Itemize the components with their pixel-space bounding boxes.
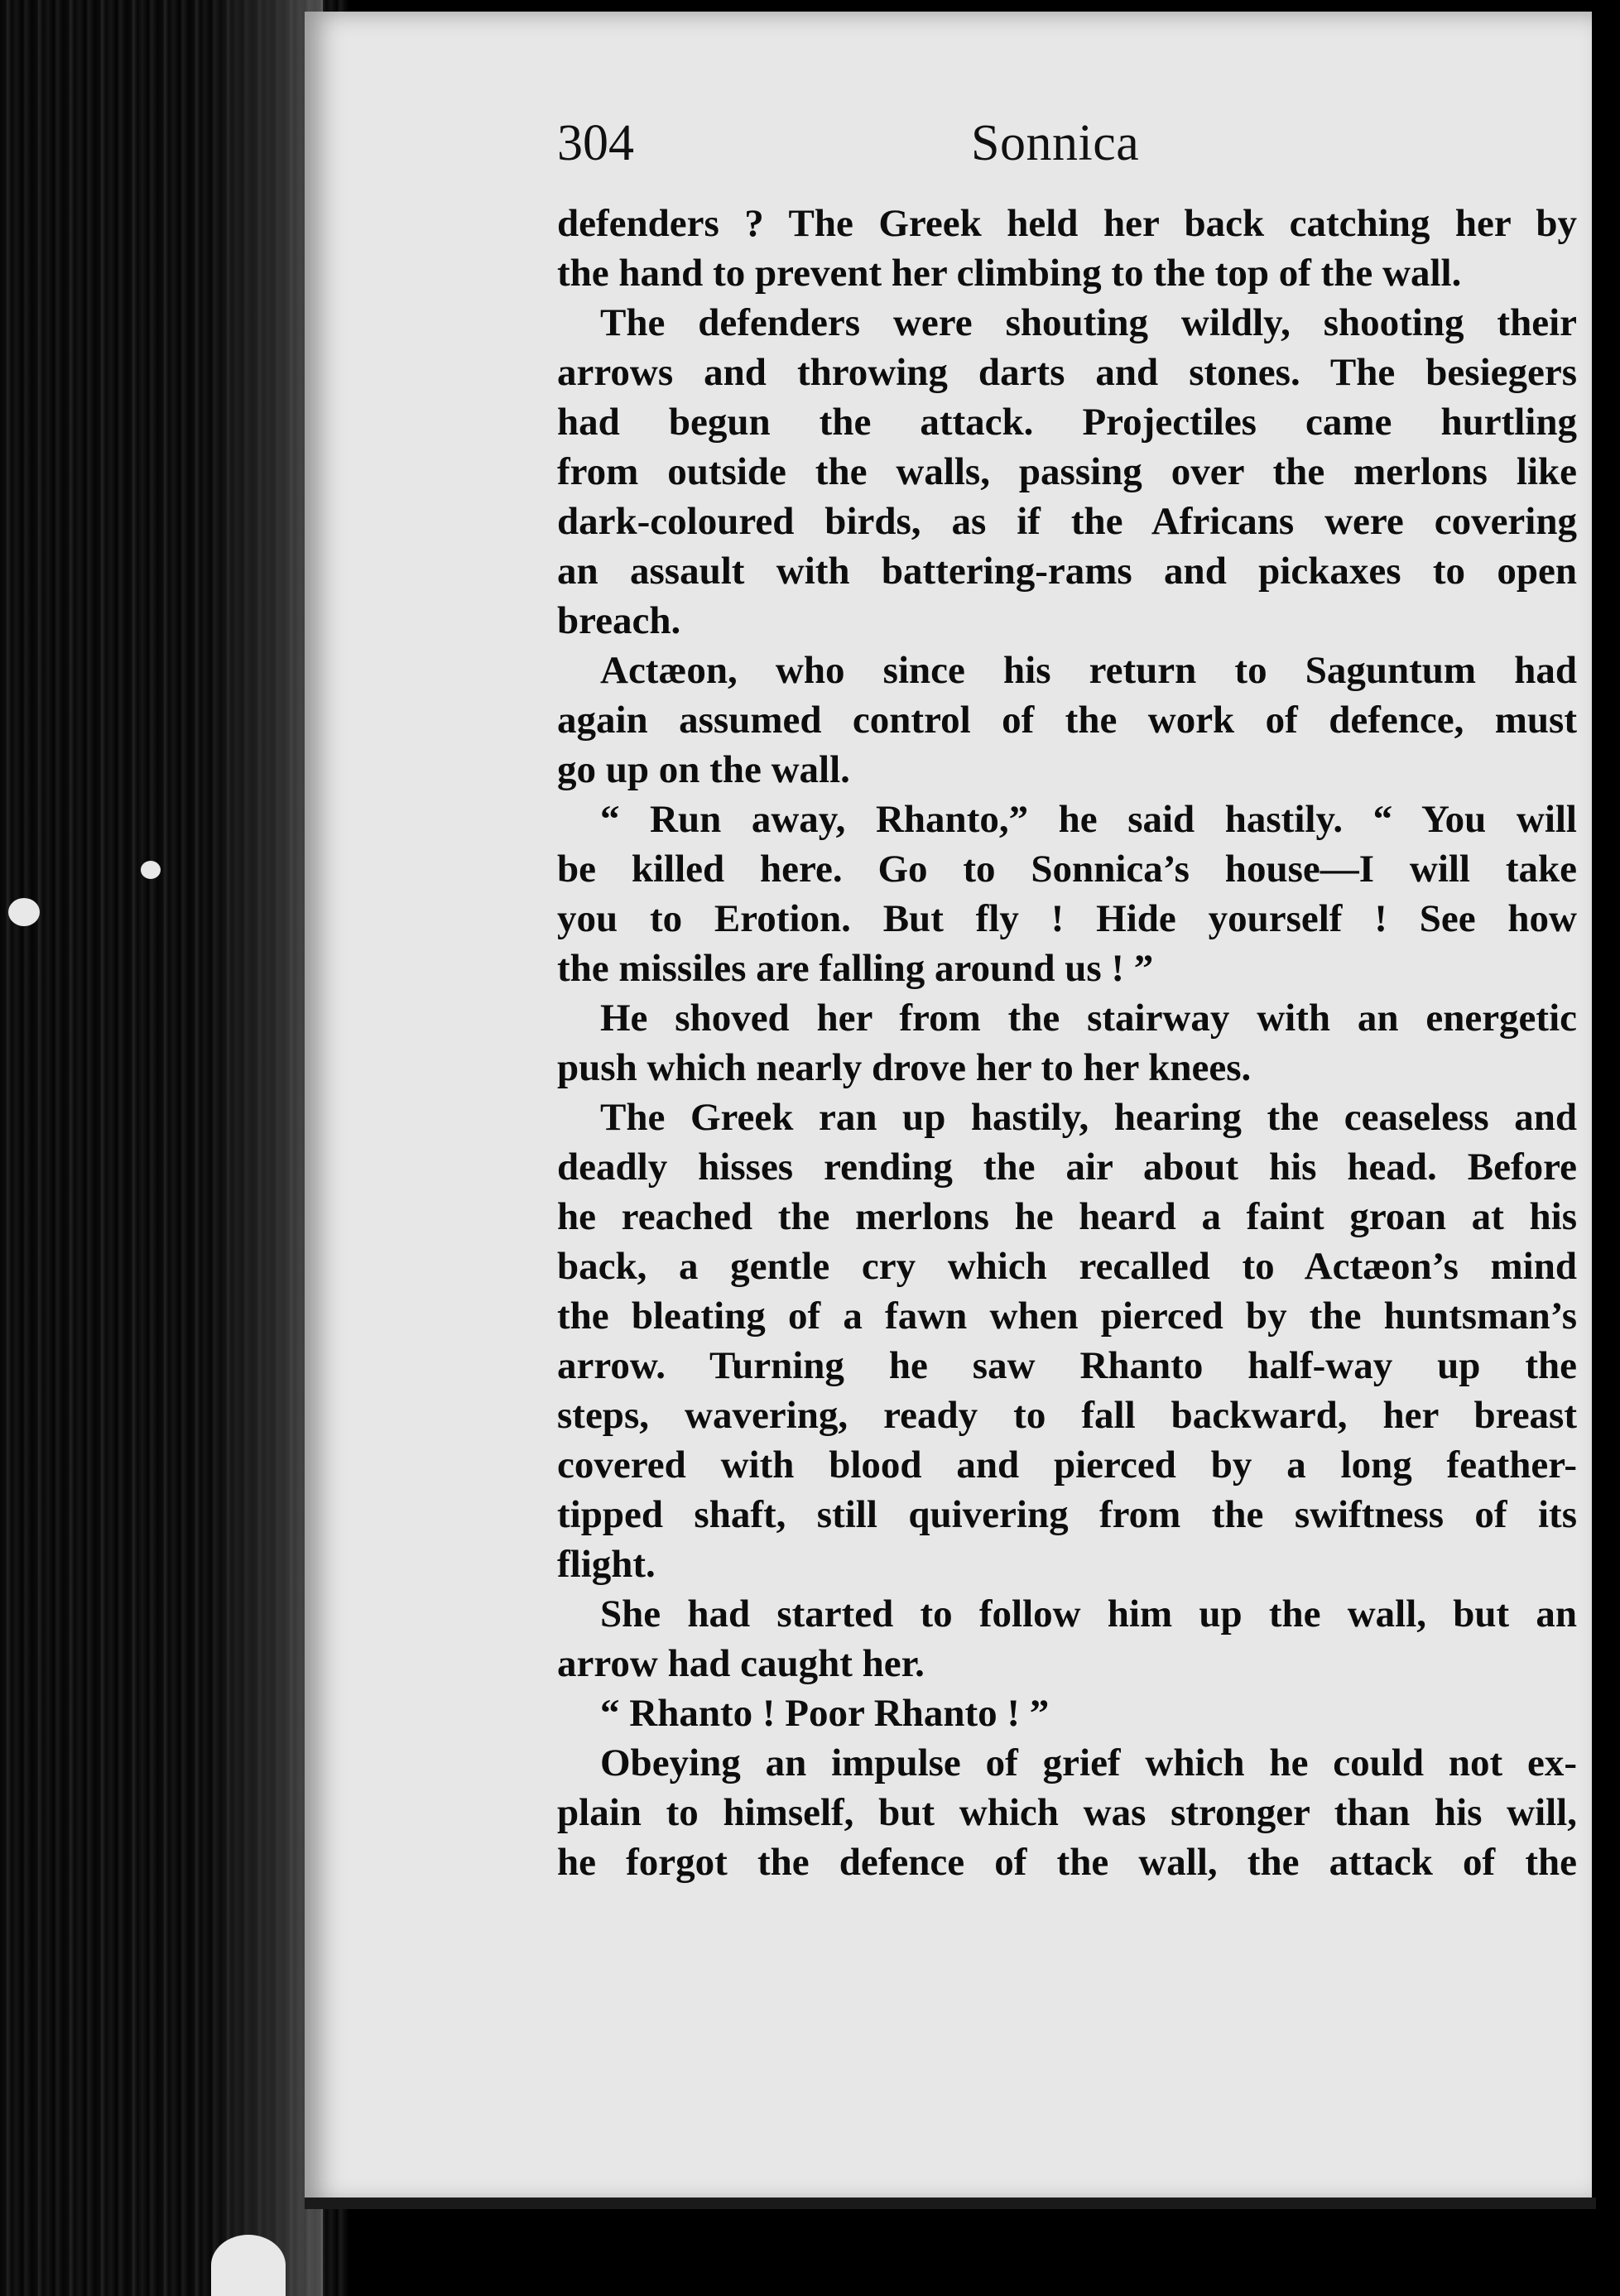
- text-line: he reached the merlons he heard a faint groan at his: [557, 1195, 1577, 1238]
- text-line: go up on the wall.: [557, 748, 850, 791]
- text-line: Obeying an impulse of grief which he could not ex-: [600, 1741, 1577, 1784]
- running-title: Sonnica: [971, 115, 1140, 171]
- text-line: defenders ? The Greek held her back catching her by: [557, 202, 1577, 245]
- text-line: dark-coloured birds, as if the Africans were covering: [557, 500, 1577, 543]
- text-line: push which nearly drove her to her knees.: [557, 1046, 1252, 1089]
- text-line: he forgot the defence of the wall, the attack of the: [557, 1841, 1577, 1884]
- text-line: back, a gentle cry which recalled to Actæon’s mind: [557, 1245, 1577, 1288]
- text-line: the hand to prevent her climbing to the top of the wall.: [557, 252, 1462, 295]
- text-line: be killed here. Go to Sonnica’s house—I will take: [557, 848, 1577, 891]
- running-header: [557, 114, 1575, 189]
- text-line: Actæon, who since his return to Saguntum had: [600, 649, 1577, 692]
- text-line: the missiles are falling around us ! ”: [557, 947, 1154, 990]
- text-line: flight.: [557, 1543, 656, 1586]
- text-line: you to Erotion. But fly ! Hide yourself ! See how: [557, 897, 1577, 940]
- text-line: again assumed control of the work of defence, must: [557, 699, 1577, 742]
- scan-speck: [211, 2235, 286, 2296]
- text-line: He shoved her from the stairway with an energetic: [600, 997, 1577, 1040]
- text-line: arrow had caught her.: [557, 1642, 925, 1685]
- text-line: the bleating of a fawn when pierced by the huntsman’s: [557, 1295, 1577, 1338]
- text-line: breach.: [557, 599, 681, 642]
- text-line: The Greek ran up hastily, hearing the ceaseless and: [600, 1096, 1577, 1139]
- page-number: 304: [557, 115, 634, 171]
- text-line: tipped shaft, still quivering from the swiftness of its: [557, 1493, 1577, 1536]
- text-line: an assault with battering-rams and pickaxes to open: [557, 550, 1577, 593]
- text-line: had begun the attack. Projectiles came hurtling: [557, 401, 1577, 444]
- scan-speck: [8, 898, 40, 926]
- text-line: arrows and throwing darts and stones. The besiegers: [557, 351, 1577, 394]
- text-line: arrow. Turning he saw Rhanto half-way up the: [557, 1344, 1577, 1387]
- text-line: The defenders were shouting wildly, shooting their: [600, 301, 1577, 344]
- page-bottom-edge: [305, 2198, 1596, 2209]
- scan-speck: [141, 861, 161, 879]
- body-text: [557, 199, 1577, 1887]
- text-line: “ Run away, Rhanto,” he said hastily. “ You will: [600, 798, 1577, 841]
- text-line: She had started to follow him up the wall, but an: [600, 1592, 1577, 1636]
- text-line: from outside the walls, passing over the merlons like: [557, 450, 1577, 493]
- text-line: deadly hisses rending the air about his head. Before: [557, 1146, 1577, 1189]
- text-line: steps, wavering, ready to fall backward, her breast: [557, 1394, 1577, 1437]
- text-line: plain to himself, but which was stronger than his will,: [557, 1791, 1577, 1834]
- text-line: “ Rhanto ! Poor Rhanto ! ”: [600, 1692, 1050, 1735]
- text-line: covered with blood and pierced by a long feather-: [557, 1443, 1577, 1487]
